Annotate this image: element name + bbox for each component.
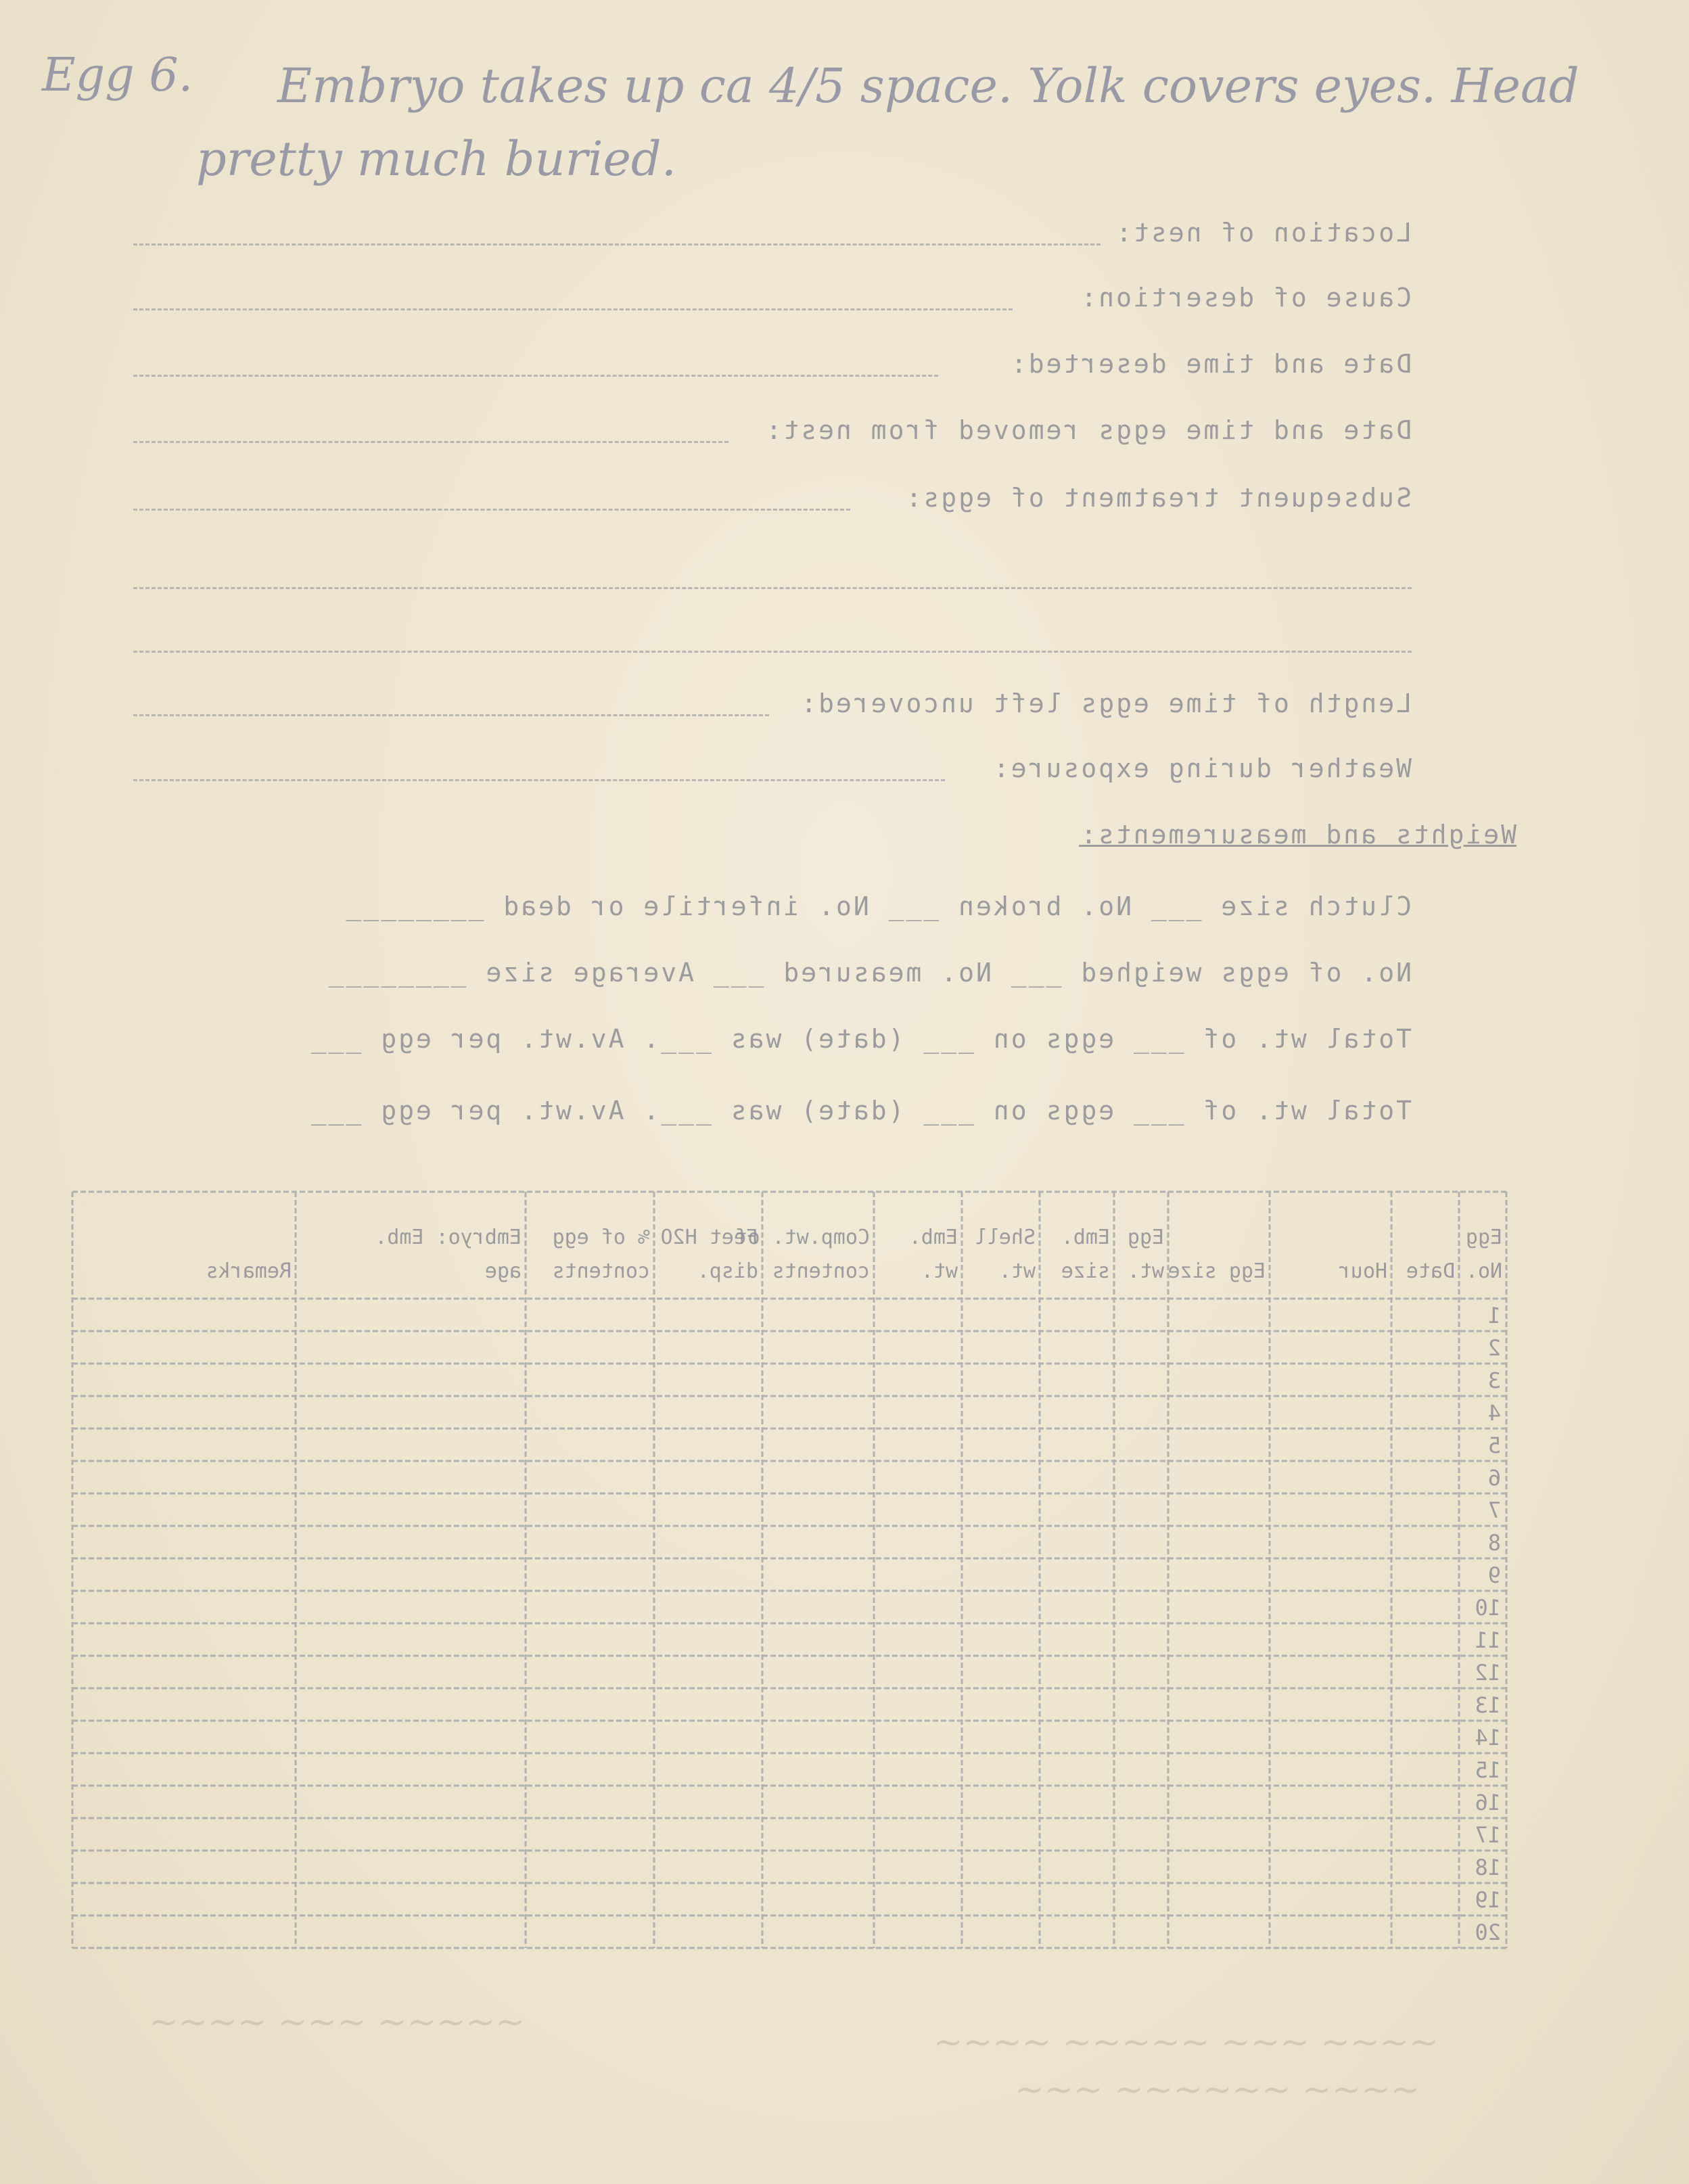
table-header-top: Shell	[974, 1226, 1036, 1249]
table-header-bottom: Hour	[1338, 1259, 1387, 1283]
handwritten-line-2: pretty much buried.	[196, 131, 676, 187]
table-row-number: 2	[1487, 1335, 1501, 1361]
table-header-bottom: Date	[1406, 1259, 1455, 1283]
field-location-of-nest: Location of nest:	[1114, 218, 1412, 248]
bleed-through-mark: ~~~ ~~~~~~ ~~~~	[1015, 2070, 1420, 2110]
table-row-number: 7	[1487, 1497, 1501, 1523]
table-header-bottom: contents	[772, 1259, 870, 1283]
table-header-bottom: size	[1061, 1259, 1110, 1283]
handwritten-line-1: Embryo takes up ca 4/5 space. Yolk covers eyes. Head	[277, 58, 1579, 114]
table-row-number: 4	[1487, 1400, 1501, 1426]
table-header-bottom: Egg size	[1167, 1259, 1266, 1283]
table-header-bottom: wt.	[998, 1259, 1036, 1283]
field-weights-measurements: Weights and measurements:	[1079, 820, 1517, 850]
bleed-through-mark: ~~~~ ~~~~~ ~~~ ~~~~	[933, 2022, 1439, 2063]
table-header-bottom: disp.	[697, 1259, 758, 1283]
table-header-bottom: wt.	[921, 1259, 958, 1283]
measure-line-total-wt-2: Total wt. of ___ eggs on ___ (date) was ___. Av.wt. per egg ___	[308, 1096, 1412, 1125]
table-row-number: 10	[1475, 1595, 1501, 1621]
table-row-number: 8	[1487, 1530, 1501, 1556]
table-header-top: Emb.	[908, 1226, 958, 1249]
table-header-bottom: wt.	[1127, 1259, 1164, 1283]
table-header-bottom: contents	[552, 1259, 650, 1283]
table-row-number: 9	[1487, 1562, 1501, 1588]
table-header-bottom: Remarks	[206, 1259, 292, 1283]
measure-line-total-wt-1: Total wt. of ___ eggs on ___ (date) was ___. Av.wt. per egg ___	[308, 1024, 1412, 1054]
table-header-top: Egg	[1127, 1226, 1164, 1249]
table-row-number: 11	[1475, 1627, 1501, 1653]
field-date-eggs-removed: Date and time eggs removed from nest:	[764, 415, 1412, 445]
table-row-number: 6	[1487, 1465, 1501, 1491]
measure-line-eggs-weighed: No. of eggs weighed ___ No. measured ___ Average size ________	[326, 958, 1412, 988]
table-header-bottom: No.	[1465, 1259, 1502, 1283]
field-cause-of-desertion: Cause of desertion:	[1079, 283, 1412, 312]
table-row-number: 19	[1475, 1887, 1501, 1913]
field-date-time-deserted: Date and time deserted:	[1009, 349, 1412, 379]
table-header-top: Embryo: Emb.	[375, 1226, 522, 1249]
table-header-top: Comp.wt. of	[735, 1226, 870, 1249]
table-row-number: 20	[1475, 1920, 1501, 1945]
table-row-number: 15	[1475, 1757, 1501, 1783]
table-header-top: Emb.	[1061, 1226, 1110, 1249]
table-row-number: 16	[1475, 1790, 1501, 1815]
table-row-number: 3	[1487, 1368, 1501, 1393]
field-length-uncovered: Length of time eggs left uncovered:	[799, 689, 1412, 718]
table-header-top: Feet H2O	[660, 1226, 758, 1249]
handwritten-egg-label: Egg 6.	[42, 49, 193, 102]
table-row-number: 12	[1475, 1660, 1501, 1686]
table-header-top: % of egg	[552, 1226, 650, 1249]
field-weather-exposure: Weather during exposure:	[991, 753, 1412, 783]
measure-line-clutch: Clutch size ___ No. broken ___ No. infertile or dead ________	[344, 891, 1412, 921]
field-subsequent-treatment: Subsequent treatment of eggs:	[904, 483, 1412, 513]
table-header-top: Egg	[1465, 1226, 1502, 1249]
table-row-number: 5	[1487, 1433, 1501, 1458]
table-row-number: 14	[1475, 1725, 1501, 1750]
table-row-number: 13	[1475, 1692, 1501, 1718]
table-row-number: 1	[1487, 1303, 1501, 1328]
table-row-number: 18	[1475, 1855, 1501, 1880]
table-row-number: 17	[1475, 1822, 1501, 1848]
bleed-through-mark: ~~~~ ~~~ ~~~~~	[149, 2002, 525, 2043]
table-header-bottom: age	[484, 1259, 522, 1283]
